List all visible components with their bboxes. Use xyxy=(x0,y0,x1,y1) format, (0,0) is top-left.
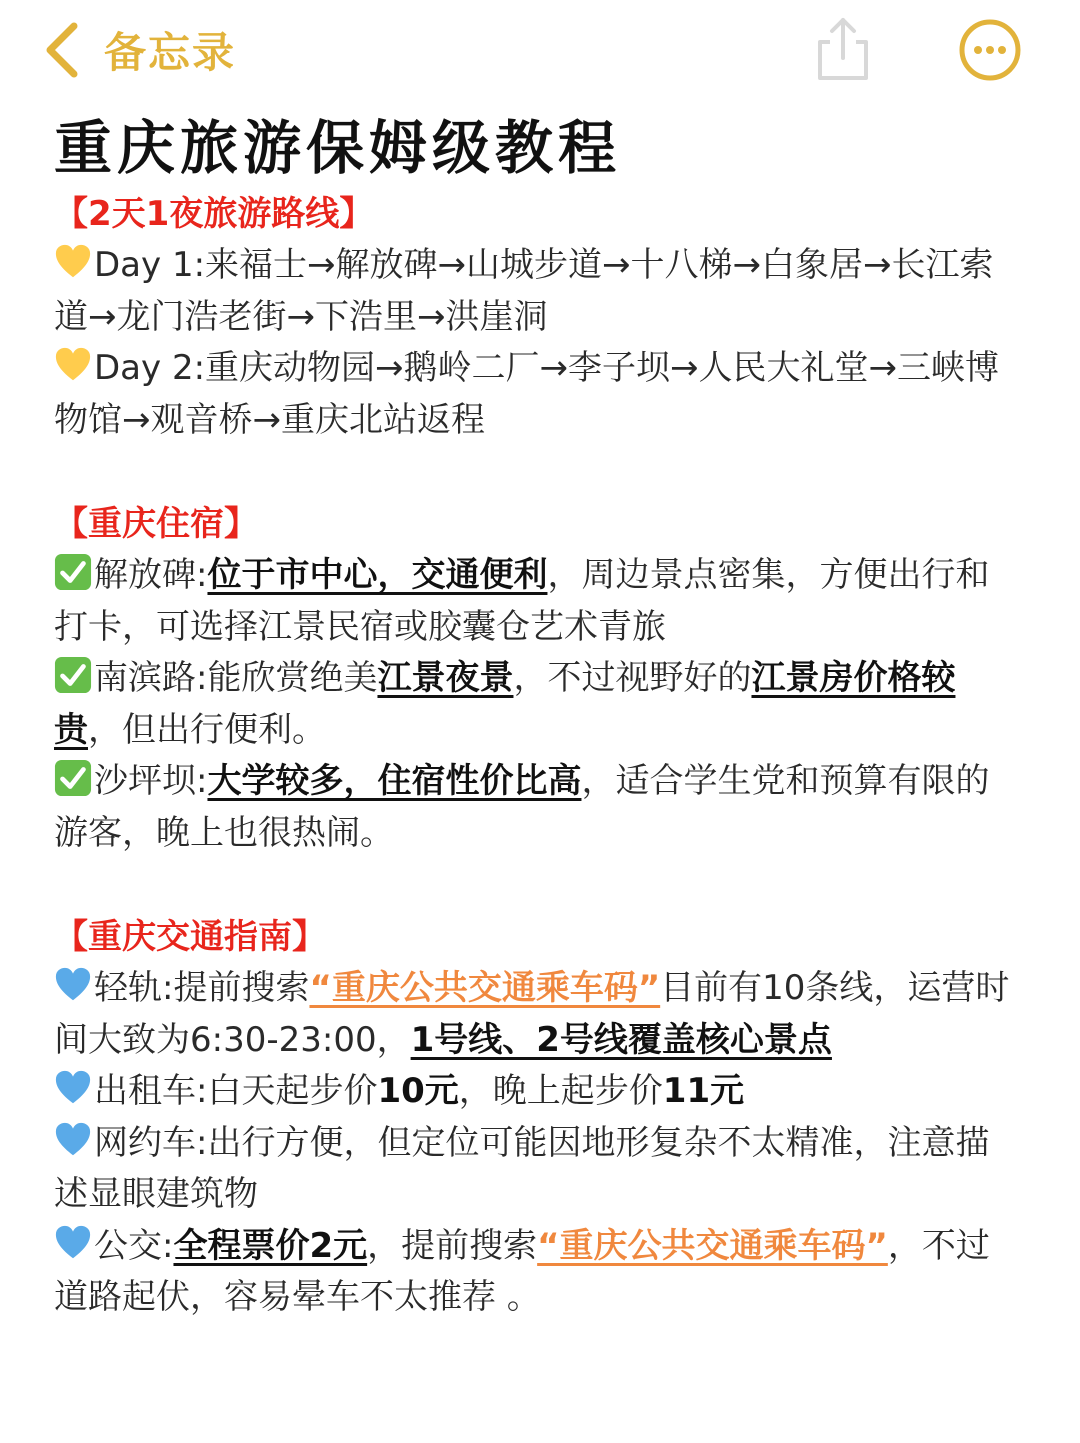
bus-label: 公交: xyxy=(94,1225,174,1266)
taxi-day-price: 10元 xyxy=(377,1071,459,1111)
jiefangbei-label: 解放碑: xyxy=(94,555,208,595)
lodging-shapingba xyxy=(54,756,1014,859)
nanbin-highlight-2: 江景房价格较贵 xyxy=(54,658,956,750)
jiefangbei-highlight: 位于市中心，交通便利 xyxy=(207,555,548,595)
shapingba-rest: ，适合学生党和预算有限的游客，晚上也很热闹。 xyxy=(54,761,990,853)
lodging-jiefangbei xyxy=(54,550,1014,653)
blue-heart-icon xyxy=(54,1224,92,1262)
transport-heading: 【重庆交通指南】 xyxy=(54,917,326,957)
spacer xyxy=(54,446,1014,498)
route-day1-text: Day 1:来福士→解放碑→山城步道→十八梯→白象居→长江索道→龙门浩老街→下浩里→洪崖洞 xyxy=(54,245,994,337)
route-heading: 【2天1夜旅游路线】 xyxy=(54,194,374,234)
jiefangbei-rest: ，周边景点密集，方便出行和打卡，可选择江景民宿或胶囊仓艺术青旅 xyxy=(54,555,990,647)
shapingba-label: 沙坪坝: xyxy=(94,761,208,801)
route-day2-text: Day 2:重庆动物园→鹅岭二厂→李子坝→人民大礼堂→三峡博物馆→观音桥→重庆北站返程 xyxy=(54,348,999,440)
check-mark-icon xyxy=(54,553,92,591)
transport-bus xyxy=(54,1221,1014,1324)
taxi-label: 出租车:白天起步价 xyxy=(94,1071,378,1111)
metro-pass-link: “重庆公共交通乘车码” xyxy=(309,968,661,1008)
yellow-heart-icon xyxy=(54,346,92,384)
nanbin-rest: ，但出行便利。 xyxy=(88,709,326,750)
lodging-heading: 【重庆住宿】 xyxy=(54,504,258,544)
chevron-left-icon xyxy=(42,20,82,80)
back-label: 备忘录 xyxy=(104,28,237,77)
check-mark-icon xyxy=(54,656,92,694)
bus-highlight: 全程票价2元 xyxy=(173,1225,368,1266)
blue-heart-icon xyxy=(54,966,92,1004)
nanbin-label: 南滨路:能欣赏绝美 xyxy=(94,658,378,698)
note-body[interactable] xyxy=(54,112,1014,1324)
yellow-heart-icon xyxy=(54,243,92,281)
blue-heart-icon xyxy=(54,1121,92,1159)
bus-rest: ，不过道路起伏，容易晕车不太推荐 。 xyxy=(54,1225,990,1317)
shapingba-highlight: 大学较多，住宿性价比高 xyxy=(207,761,582,801)
spacer xyxy=(54,859,1014,911)
back-button[interactable] xyxy=(42,20,236,80)
transport-metro xyxy=(54,963,1014,1066)
metro-mid: 目前有10条线，运营时间大致为6:30-23:00， xyxy=(54,968,1010,1060)
check-mark-icon xyxy=(54,759,92,797)
navigation-bar xyxy=(0,0,1080,100)
nanbin-mid: ，不过视野好的 xyxy=(513,658,752,698)
route-day2 xyxy=(54,343,1014,446)
nanbin-highlight-1: 江景夜景 xyxy=(377,658,514,698)
share-icon[interactable] xyxy=(812,16,874,82)
taxi-mid: ，晚上起步价 xyxy=(458,1071,663,1111)
transport-taxi xyxy=(54,1066,1014,1118)
route-day1 xyxy=(54,240,1014,343)
bus-pass-link: “重庆公共交通乘车码” xyxy=(537,1225,888,1266)
metro-highlight: 1号线、2号线覆盖核心景点 xyxy=(410,1019,832,1060)
lodging-nanbin xyxy=(54,653,1014,756)
blue-heart-icon xyxy=(54,1069,92,1107)
metro-label: 轻轨:提前搜索 xyxy=(94,968,310,1008)
bus-mid: ，提前搜索 xyxy=(367,1225,538,1266)
note-title: 重庆旅游保姆级教程 xyxy=(54,114,622,182)
more-icon[interactable] xyxy=(958,18,1022,82)
ride-hailing-text: 网约车:出行方便，但定位可能因地形复杂不太精准，注意描述显眼建筑物 xyxy=(54,1122,990,1214)
transport-ride-hailing xyxy=(54,1118,1014,1221)
taxi-night-price: 11元 xyxy=(662,1071,745,1111)
